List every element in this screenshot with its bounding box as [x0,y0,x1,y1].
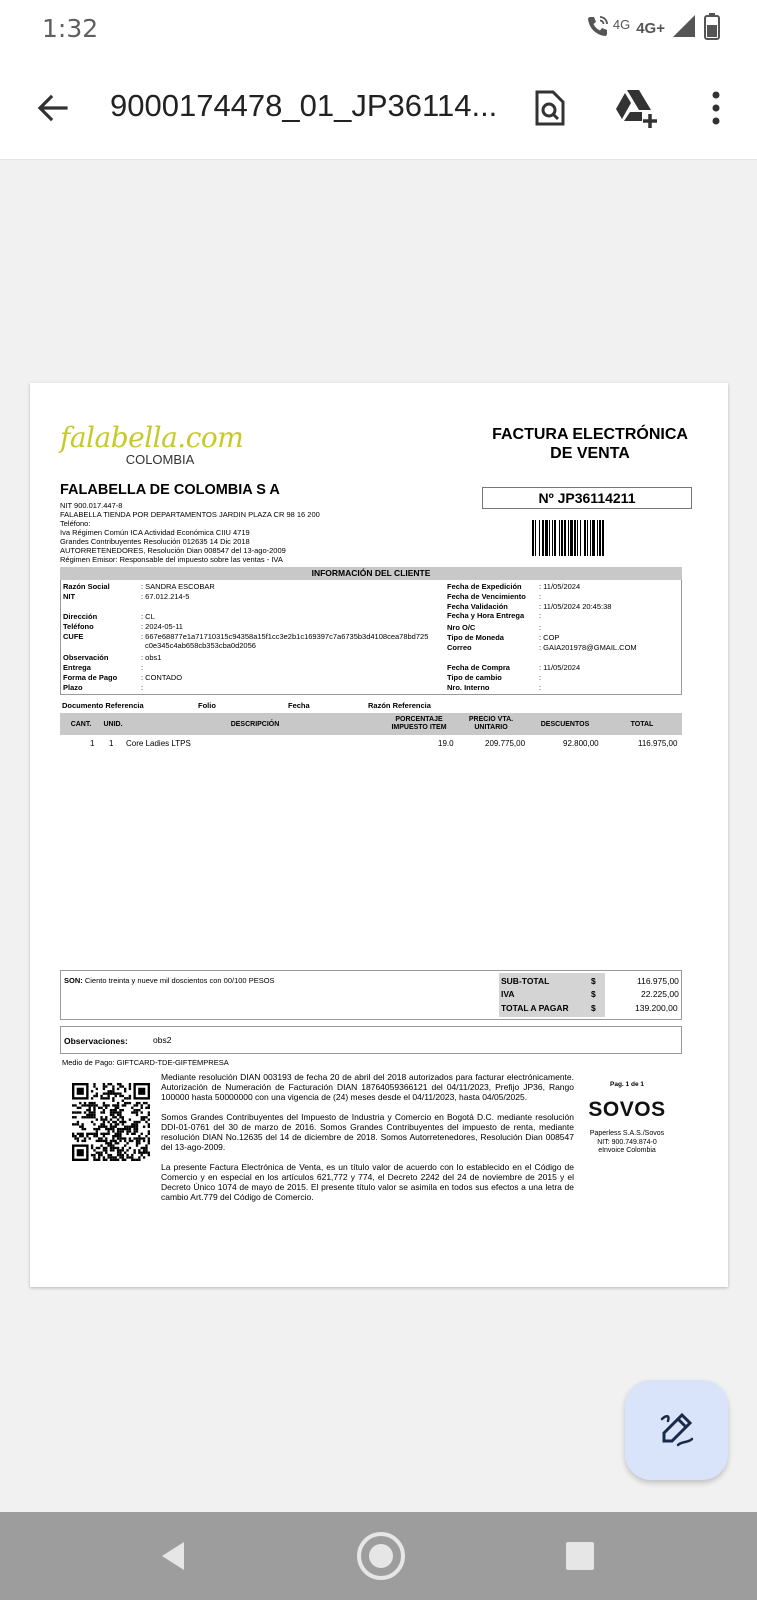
item-total: 116.975,00 [638,739,678,748]
total-row: TOTAL A PAGAR $ 139.200,00 [501,1003,678,1013]
edit-fab-button[interactable] [625,1380,728,1480]
observaciones-value: obs2 [153,1035,172,1045]
col-precio: PRECIO VTA. UNITARIO [468,716,514,731]
invoice-title [480,425,700,463]
qr-code [72,1083,150,1161]
nav-back-button[interactable] [151,1534,195,1578]
nav-home-button[interactable] [356,1531,406,1581]
field-tipo-moneda: Tipo de Moneda : COP [447,633,560,642]
field-observacion: Observación : obs1 [63,653,162,662]
client-info-box [60,580,682,695]
legal-paragraph: La presente Factura Electrónica de Venta, es un título valor de acuerdo con lo establecido en el Código de Comercio y en especial en los artículos 621,772 y 774, el Decreto 2242 del 24 de noviembre de 2015 y el Decreto Único 1074 de mayo de 2015. El presente título valor se asimila en todos sus efectos a una letra de cambio Art.779 del Código de Comercio. [161,1162,574,1202]
find-in-page-button[interactable] [526,84,574,132]
item-descuentos: 92.800,00 [563,739,599,748]
status-time: 1:32 [42,14,99,43]
docref-col: Razón Referencia [368,701,431,710]
battery-icon [703,12,721,45]
logo-text: falabella.com [60,421,244,454]
col-descripcion: DESCRIPCIÓN [230,721,280,728]
col-descuentos: DESCUENTOS [540,721,590,728]
field-nro-oc: Nro O/C : [447,623,542,632]
find-in-page-icon [533,89,567,127]
field-entrega: Entrega : [63,663,144,672]
arrow-back-icon [35,91,69,125]
logo-subtext: COLOMBIA [125,452,195,467]
system-nav-bar [0,1512,757,1600]
falabella-logo [60,421,244,467]
provider-block [582,1081,672,1156]
field-fecha-validacion: Fecha Validación : 11/05/2024 20:45:38 [447,602,612,611]
col-cant: CANT. [70,721,92,728]
nav-back-icon [158,1540,188,1572]
item-cant: 1 [90,739,95,748]
field-razon-social: Razón Social : SANDRA ESCOBAR [63,582,215,591]
item-unid: 1 [109,739,114,748]
item-precio: 209.775,00 [485,739,526,748]
edit-draw-icon [656,1409,698,1451]
nav-recents-button[interactable] [558,1534,602,1578]
col-unid: UNID. [103,721,123,728]
field-forma-pago: Forma de Pago : CONTADO [63,673,183,682]
page-label: Pag. 1 de 1 [610,1081,644,1088]
add-to-drive-icon [614,88,658,128]
iva-row: IVA $ 22.225,00 [501,989,679,999]
client-section-title: INFORMACIÓN DEL CLIENTE [60,567,682,580]
document-title: 9000174478_01_JP36114... [110,88,498,123]
docref-col: Folio [198,701,216,710]
company-line: AUTORRETENEDORES, Resolución Dian 008547 del 13-ago-2009 [60,546,286,555]
field-fecha-vencimiento: Fecha de Vencimiento : [447,592,542,601]
invoice-number: Nº JP36114211 [482,487,692,509]
field-fecha-expedicion: Fecha de Expedición : 11/05/2024 [447,582,581,591]
app-bar [0,58,757,160]
network-type-small: 4G [612,17,631,32]
field-correo: Correo : GAIA201978@GMAIL.COM [447,643,637,652]
field-nro-interno: Nro. Interno : [447,683,542,692]
item-descripcion: Core Ladies LTPS [126,739,191,748]
field-cufe-cont: c0e345c4ab658cb353cba0d2056 [145,641,256,650]
totals-box [60,970,682,1020]
more-vert-icon [710,91,722,125]
item-porcentaje: 19.0 [438,739,454,748]
company-line: FALABELLA TIENDA POR DEPARTAMENTOS JARDIN PLAZA CR 98 16 200 [60,510,320,519]
subtotal-row: SUB-TOTAL $ 116.975,00 [501,976,679,986]
company-line: Teléfono: [60,519,91,528]
sovos-logo: SOVOS [588,1098,666,1121]
field-fecha-compra: Fecha de Compra : 11/05/2024 [447,663,581,672]
field-plazo: Plazo : [63,683,144,692]
barcode [532,520,642,556]
legal-paragraph: Somos Grandes Contribuyentes del Impuesto de Industria y Comercio en Bogotá D.C. mediante resolución DDI-01-0761 del 30 de marzo de 2016. Somos Grandes Contribuyentes del impuesto de renta, mediante resolución DIAN No.12635 del 14 de diciembre de 2018. Somos Autorretenedores, Resolución Dian 008547 del 13-ago-2009. [161,1112,574,1152]
items-table-header [60,713,682,735]
more-options-button[interactable] [692,84,740,132]
company-line: Régimen Emisor: Responsable del impuesto sobre las ventas - IVA [60,555,283,564]
field-fecha-hora-entrega: Fecha y Hora Entrega : [447,611,542,620]
amount-in-words: SON: Ciento treinta y nueve mil doscientos con 00/100 PESOS [64,976,275,985]
network-type: 4G+ [636,20,665,37]
col-porcentaje: PORCENTAJE IMPUESTO ITEM [391,716,447,731]
legal-text [161,1072,574,1212]
signal-icon [671,13,697,44]
docref-col: Documento Referencia [62,701,144,710]
company-line: NIT 900.017.447-8 [60,501,123,510]
provider-info: Paperless S.A.S./Sovos NIT: 900.749.874-0 eInvoice Colombia [589,1130,665,1154]
wifi-calling-icon [585,13,611,44]
company-line: Iva Régimen Común ICA Actividad Económica CIIU 4719 [60,528,250,537]
payment-method: Medio de Pago: GIFTCARD-TDE-GIFTEMPRESA [62,1058,229,1067]
invoice-title-line1: FACTURA ELECTRÓNICA [492,426,688,443]
observaciones-box [60,1026,682,1054]
status-icons [585,12,721,45]
legal-paragraph: Mediante resolución DIAN 003193 de fecha 20 de abril del 2018 autorizados para facturar electrónicamente. Autorización de Numeración de Facturación DIAN 18764059366121 del 04/11/2023, Prefijo JP36, Rango 100000 hasta 50000000 con una vigencia de (24) meses desde el 04/11/2023, hasta 04/05/2025. [161,1072,574,1102]
observaciones-label: Observaciones: [64,1036,128,1046]
nav-home-icon [356,1531,406,1581]
nav-recents-icon [565,1541,595,1571]
field-cufe: CUFE : 667e68877e1a71710315c94358a15f1cc3e2b1c169397c7a6735b3d4108cea78bd725 [63,632,429,641]
company-name: FALABELLA DE COLOMBIA S A [60,482,280,498]
docref-col: Fecha [288,701,310,710]
invoice-title-line2: DE VENTA [550,445,630,462]
status-bar [0,0,757,58]
col-total: TOTAL [630,721,654,728]
add-to-drive-button[interactable] [612,84,660,132]
field-telefono: Teléfono : 2024-05-11 [63,622,183,631]
field-nit: NIT : 67.012.214-5 [63,592,190,601]
back-button[interactable] [28,84,76,132]
pdf-page[interactable] [30,383,728,1287]
company-info [60,501,460,564]
company-line: Grandes Contribuyentes Resolución 012635 14 Dic 2018 [60,537,250,546]
field-tipo-cambio: Tipo de cambio : [447,673,542,682]
field-direccion: Dirección : CL [63,612,155,621]
